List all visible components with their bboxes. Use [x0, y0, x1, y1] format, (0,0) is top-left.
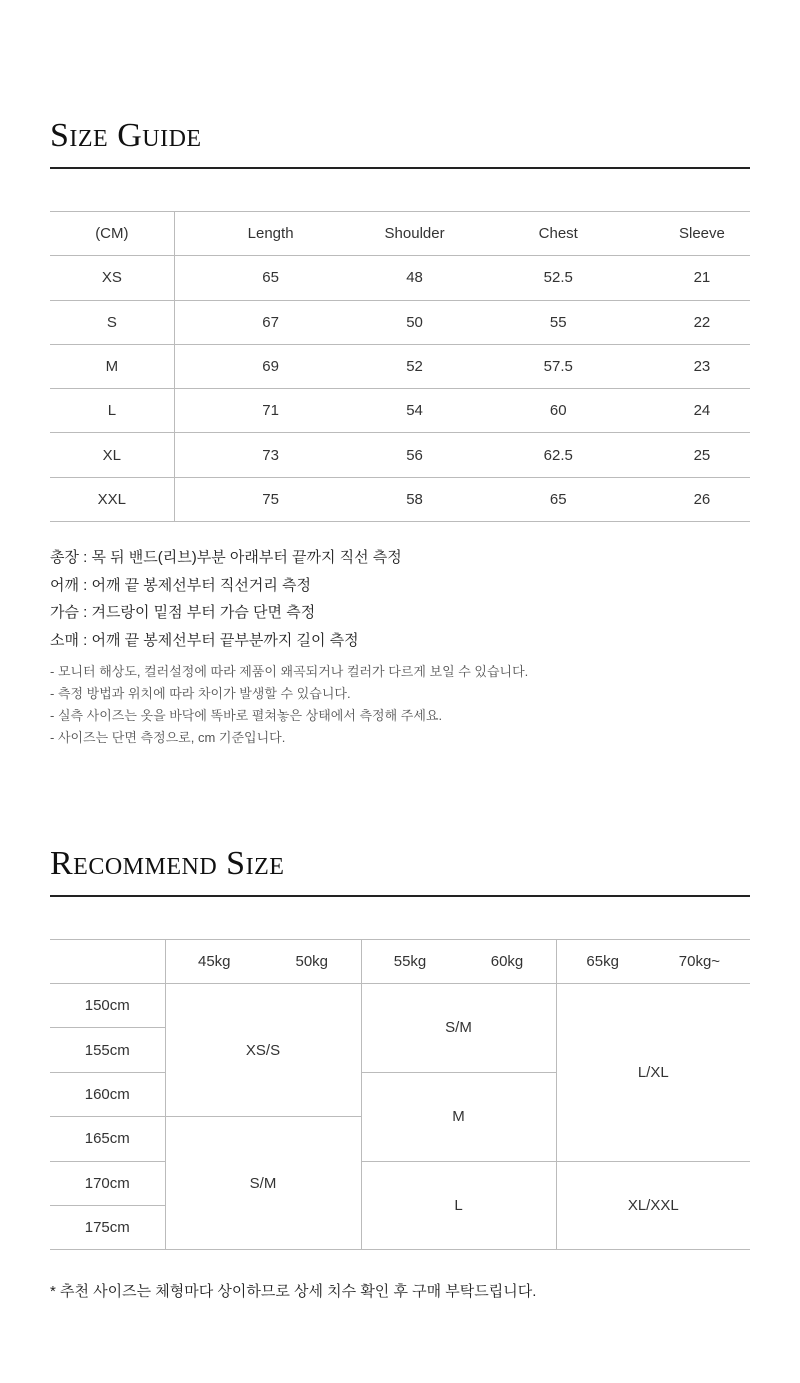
- table-row: [50, 256, 750, 300]
- sleeve-value: 23: [654, 344, 750, 388]
- table-row: [50, 477, 750, 521]
- height-row: [50, 1161, 750, 1205]
- recommend-size-title: Recommend Size: [50, 845, 285, 882]
- disclaimer-item: - 실측 사이즈는 옷을 바닥에 똑바로 펼쳐놓은 상태에서 측정해 주세요.: [50, 708, 443, 723]
- height-label: 150cm: [50, 984, 165, 1028]
- shoulder-value: 54: [367, 389, 463, 433]
- height-label: 165cm: [50, 1117, 165, 1161]
- weight-label: 50kg: [295, 953, 329, 970]
- table-row: [50, 389, 750, 433]
- length-value: 73: [174, 433, 366, 477]
- disclaimer-item: - 모니터 해상도, 컬러설정에 따라 제품이 왜곡되거나 컬러가 다르게 보일 수 있습니다.: [50, 664, 529, 679]
- shoulder-value: 50: [367, 300, 463, 344]
- weight-label: 45kg: [197, 953, 231, 970]
- size-cell-s-m-heavy: S/M: [165, 1117, 361, 1250]
- size-label: L: [50, 389, 174, 433]
- length-value: 69: [174, 344, 366, 388]
- recommend-footnote: * 추천 사이즈는 체형마다 상이하므로 상세 치수 확인 후 구매 부탁드립니다.: [50, 1283, 537, 1300]
- weight-header-row: [50, 940, 750, 984]
- height-label: 175cm: [50, 1205, 165, 1249]
- size-cell-l-xl: L/XL: [556, 984, 750, 1162]
- chest-value: 57.5: [463, 344, 654, 388]
- sleeve-value: 25: [654, 433, 750, 477]
- shoulder-value: 58: [367, 477, 463, 521]
- recommend-size-divider: [50, 895, 750, 897]
- size-guide-table: [50, 211, 750, 522]
- length-value: 65: [174, 256, 366, 300]
- size-guide-title: Size Guide: [50, 117, 202, 154]
- weight-group-header: [165, 940, 361, 984]
- header-sleeve: Sleeve: [654, 212, 750, 256]
- size-cell-l: L: [361, 1161, 556, 1250]
- note-chest: 가슴 : 겨드랑이 밑점 부터 가슴 단면 측정: [50, 604, 316, 621]
- length-value: 67: [174, 300, 366, 344]
- size-label: M: [50, 344, 174, 388]
- shoulder-value: 52: [367, 344, 463, 388]
- shoulder-value: 48: [367, 256, 463, 300]
- sleeve-value: 24: [654, 389, 750, 433]
- height-label: 160cm: [50, 1072, 165, 1116]
- size-label: XXL: [50, 477, 174, 521]
- weight-label: 65kg: [586, 953, 619, 970]
- chest-value: 65: [463, 477, 654, 521]
- weight-label: 55kg: [393, 953, 427, 970]
- note-shoulder: 어깨 : 어깨 끝 봉제선부터 직선거리 측정: [50, 576, 312, 594]
- table-row: [50, 344, 750, 388]
- weight-label: 60kg: [490, 953, 524, 970]
- shoulder-value: 56: [367, 433, 463, 477]
- size-cell-m: M: [361, 1072, 556, 1161]
- measurement-notes: [50, 544, 402, 654]
- size-label: XL: [50, 433, 174, 477]
- length-value: 71: [174, 389, 366, 433]
- chest-value: 60: [463, 389, 654, 433]
- length-value: 75: [174, 477, 366, 521]
- note-length: 총장 : 목 뒤 밴드(리브)부분 아래부터 끝까지 직선 측정: [50, 549, 402, 566]
- chest-value: 62.5: [463, 433, 654, 477]
- header-unit: (CM): [50, 212, 174, 256]
- chest-value: 52.5: [463, 256, 654, 300]
- size-label: XS: [50, 256, 174, 300]
- disclaimer-item: - 측정 방법과 위치에 따라 차이가 발생할 수 있습니다.: [50, 686, 351, 701]
- height-label: 170cm: [50, 1161, 165, 1205]
- height-row: [50, 984, 750, 1028]
- sleeve-value: 22: [654, 300, 750, 344]
- disclaimer-item: - 사이즈는 단면 측정으로, cm 기준입니다.: [50, 730, 286, 745]
- size-cell-s-m: S/M: [361, 984, 556, 1073]
- sleeve-value: 21: [654, 256, 750, 300]
- size-cell-xl-xxl: XL/XXL: [556, 1161, 750, 1250]
- header-length: Length: [174, 212, 366, 256]
- size-table-header-row: [50, 212, 750, 256]
- note-sleeve: 소매 : 어깨 끝 봉제선부터 끝부분까지 길이 측정: [50, 631, 359, 649]
- header-chest: Chest: [463, 212, 654, 256]
- table-row: [50, 433, 750, 477]
- weight-group-header: [556, 940, 750, 984]
- weight-label: 70kg~: [678, 953, 721, 970]
- weight-group-header: [361, 940, 556, 984]
- size-guide-divider: [50, 167, 750, 169]
- size-label: S: [50, 300, 174, 344]
- recommend-size-table: [50, 939, 750, 1250]
- disclaimer-notes: [50, 661, 528, 749]
- table-row: [50, 300, 750, 344]
- sleeve-value: 26: [654, 477, 750, 521]
- chest-value: 55: [463, 300, 654, 344]
- size-cell-xs-s: XS/S: [165, 984, 361, 1117]
- height-label: 155cm: [50, 1028, 165, 1072]
- header-shoulder: Shoulder: [367, 212, 463, 256]
- corner-cell: [50, 940, 165, 984]
